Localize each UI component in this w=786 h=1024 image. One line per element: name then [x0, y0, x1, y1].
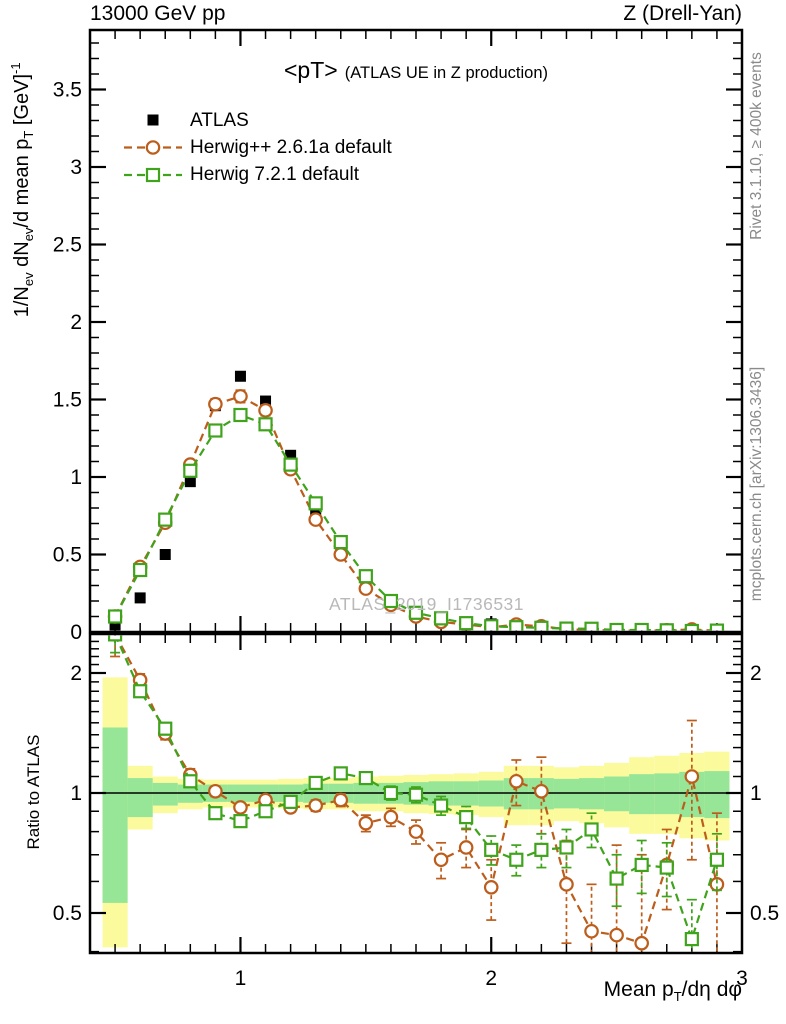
green-band-bin — [629, 774, 654, 814]
mcplots-reference-note: mcplots.cern.ch [arXiv:1306.3436] — [748, 366, 765, 602]
legend-item-atlas — [190, 110, 249, 132]
rivet-version-note: Rivet 3.1.10, ≥ 400k events — [748, 52, 765, 240]
analysis-watermark: ATLAS_2019_I1736531 — [329, 594, 525, 614]
analysis-subtitle: (ATLAS UE in Z production) — [344, 64, 548, 82]
ratio-y-tick-label-right: 2 — [750, 662, 762, 685]
main-y-tick-label: 2 — [70, 311, 82, 334]
x-tick-label: 2 — [485, 967, 498, 990]
x-tick-label: 1 — [234, 967, 247, 990]
main-y-tick-label: 1.5 — [52, 388, 82, 412]
legend-label-atlas: ATLAS — [190, 110, 249, 131]
observable-title: <pT> — [284, 57, 338, 83]
green-band-bin — [153, 783, 178, 806]
process-text: Z (Drell-Yan) — [623, 2, 742, 25]
plot-title — [90, 57, 742, 84]
x-axis-label: Mean $p_T/d\eta$ dφ — [603, 978, 742, 1005]
legend-label-herwig7: Herwig 7.2.1 default — [190, 164, 359, 185]
legend-label-herwigpp: Herwig++ 2.6.1a default — [190, 137, 392, 158]
green-band-bin — [103, 727, 128, 902]
green-band-bin — [128, 778, 153, 817]
main-y-tick-label: 3.5 — [52, 78, 82, 102]
main-y-tick-label: 3 — [70, 156, 82, 179]
beam-energy-text: 13000 GeV pp — [90, 2, 226, 25]
main-y-tick-label: 0 — [70, 621, 82, 644]
ratio-y-tick-label-right: 1 — [750, 782, 762, 805]
main-y-tick-label: 2.5 — [52, 233, 82, 257]
process-label — [90, 2, 742, 26]
legend-markers — [124, 115, 182, 182]
main-y-tick-label: 0.5 — [52, 543, 82, 567]
ratio-y-tick-label: 1 — [70, 782, 82, 805]
legend-item-herwig7 — [190, 164, 359, 186]
ratio-y-tick-label: 0.5 — [52, 902, 82, 925]
ratio-y-tick-label-right: 0.5 — [750, 902, 780, 925]
green-band-bin — [604, 776, 629, 811]
main-y-tick-label: 1 — [70, 466, 82, 489]
legend-item-herwigpp — [190, 137, 392, 159]
uncertainty-bands — [103, 677, 730, 947]
x-tick-label: 3 — [736, 967, 748, 990]
main-y-axis-label: $1/N_{ev}$ $dN_{ev}/d$ mean $p_T$ [GeV]$^{-1}$ — [8, 62, 36, 318]
ratio-y-tick-label: 2 — [70, 662, 82, 685]
green-band-bin — [704, 771, 729, 818]
ratio-y-axis-label: Ratio to ATLAS — [24, 734, 43, 850]
